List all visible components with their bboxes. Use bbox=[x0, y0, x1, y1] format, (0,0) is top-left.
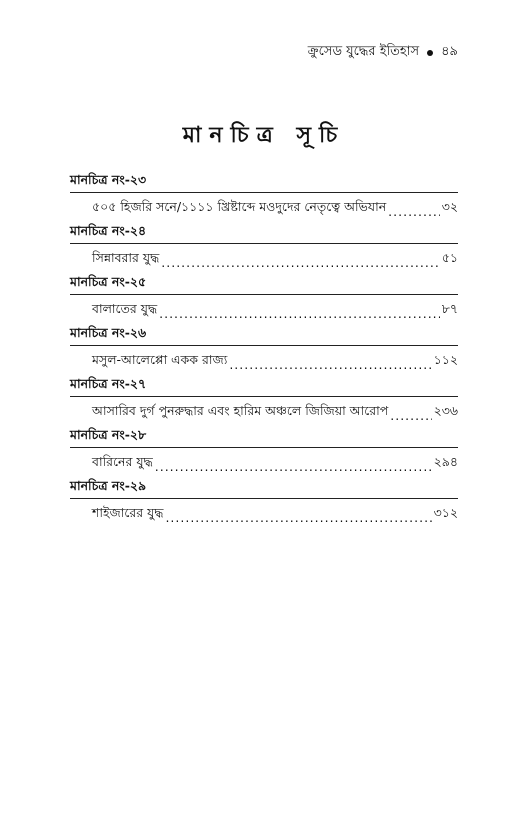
toc-section bbox=[70, 219, 458, 270]
toc-section bbox=[70, 372, 458, 423]
entry-title: সিন্নাবরার যুদ্ধ bbox=[92, 250, 160, 265]
dot-leader bbox=[165, 510, 431, 525]
header-bullet bbox=[427, 50, 433, 56]
toc-entry bbox=[70, 193, 458, 219]
entry-title: বালাতের যুদ্ধ bbox=[92, 301, 158, 316]
entry-page-number: ২৯৪ bbox=[433, 454, 458, 469]
toc-entry bbox=[70, 499, 458, 525]
toc-entry bbox=[70, 295, 458, 321]
running-header-title: ক্রুসেড যুদ্ধের ইতিহাস bbox=[307, 44, 420, 59]
toc-section bbox=[70, 270, 458, 321]
toc-entry bbox=[70, 397, 458, 423]
entry-title: ৫০৫ হিজরি সনে/১১১১ খ্রিষ্টাব্দে মওদুদের নেতৃত্বে অভিযান bbox=[92, 199, 387, 214]
entry-page-number: ৫১ bbox=[441, 250, 458, 265]
dot-leader bbox=[388, 204, 440, 219]
running-header bbox=[308, 42, 458, 63]
toc-section bbox=[70, 474, 458, 525]
entry-page-number: ৮৭ bbox=[441, 301, 458, 316]
entry-page-number: ৩১২ bbox=[433, 505, 458, 520]
entry-page-number: ২৩৬ bbox=[433, 403, 458, 418]
section-heading: মানচিত্র নং-২৬ bbox=[70, 321, 458, 346]
entry-page-number: ৩২ bbox=[441, 199, 458, 214]
toc-section bbox=[70, 168, 458, 219]
section-heading: মানচিত্র নং-২৯ bbox=[70, 474, 458, 499]
section-heading: মানচিত্র নং-২৫ bbox=[70, 270, 458, 295]
toc-entry bbox=[70, 244, 458, 270]
section-heading: মানচিত্র নং-২৪ bbox=[70, 219, 458, 244]
entry-title: শাইজারের যুদ্ধ bbox=[92, 505, 164, 520]
toc-entry bbox=[70, 448, 458, 474]
map-index-list bbox=[70, 168, 458, 525]
dot-leader bbox=[159, 306, 440, 321]
page-title: মানচিত্র সূচি bbox=[182, 123, 346, 148]
section-heading: মানচিত্র নং-২৩ bbox=[70, 168, 458, 193]
section-heading: মানচিত্র নং-২৮ bbox=[70, 423, 458, 448]
dot-leader bbox=[390, 408, 431, 423]
page-number: ৪৯ bbox=[441, 44, 458, 59]
dot-leader bbox=[229, 357, 431, 372]
entry-title: মসুল-আলেপ্পো একক রাজ্য bbox=[92, 352, 228, 367]
entry-title: বারিনের যুদ্ধ bbox=[92, 454, 153, 469]
toc-section bbox=[70, 321, 458, 372]
toc-entry bbox=[70, 346, 458, 372]
entry-title: আসারিব দুর্গ পুনরুদ্ধার এবং হারিম অঞ্চলে জিজিয়া আরোপ bbox=[92, 403, 389, 418]
dot-leader bbox=[161, 255, 439, 270]
section-heading: মানচিত্র নং-২৭ bbox=[70, 372, 458, 397]
toc-section bbox=[70, 423, 458, 474]
dot-leader bbox=[155, 459, 432, 474]
entry-page-number: ১১২ bbox=[433, 352, 458, 367]
